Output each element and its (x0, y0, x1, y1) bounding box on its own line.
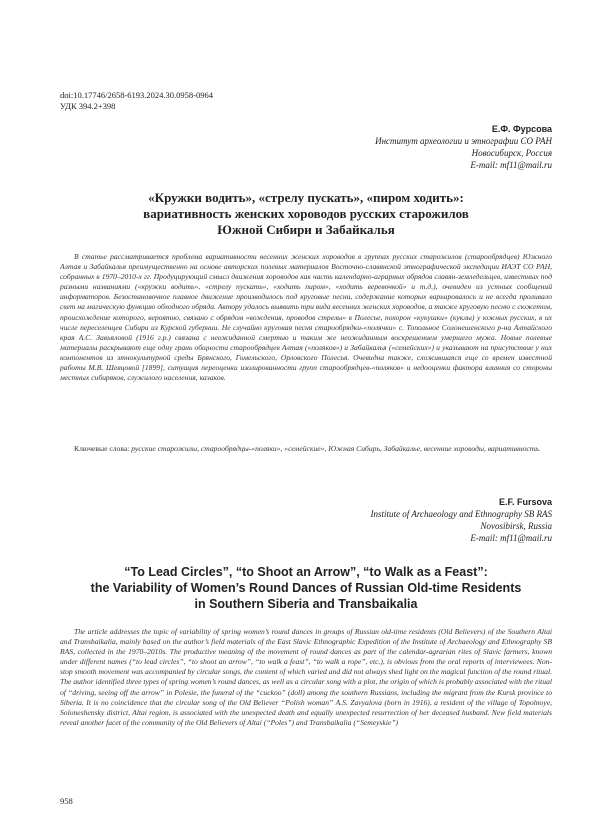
affiliation-en: Institute of Archaeology and Ethnography SB RAS (370, 509, 552, 519)
email-ru[interactable]: E-mail: mf11@mail.ru (470, 160, 552, 170)
abstract-ru: В статье рассматривается проблема вариативности весенних женских хороводов в группах русских старожилов (старообрядцев) Южного Алтая и Забайкалья преимущественно на основе авторских полевых материалов Восточно-славянской этнографической экспедиции ИАЭТ СО РАН, собранных в 1970–2010-х гг. Продуцирующий смысл движения хороводов как часть календарно-аграрных обрядов славян-земледельцев, известных под разными названиями («кружки водить», «стрелу пускать», «ходить пиром», «ходить веревочкой» и т.д.), очевиден из устных сообщений информаторов. Безостановочное плавное движение производилось под круговые песни, содержание которых варьировалось и не всегда проливало свет на магическую функцию обходного обряда. Автору удалось выявить три вида весенних женских хороводов, а также круговую песню с сюжетом, происхождение которого, вероятно, связано с обрядом «вождения, проводов стрелы» в Полесье, похорон «кукушки» (куклы) у южных русских, в их числе переселенцев Сибири из Курской губернии. Не случайно круговая песня старообрядки-«полячки» с. Топольное Солонешенского р-на Алтайского края А.С. Завьяловой (1916 г.р.) связана с неожиданной смертью и таким же неожиданным воскрешением умершего мужа. Новые полевые материалы раскрывают еще одну грань общности старообрядцев Алтая («поляков») и Забайкалья («семейских») и указывают на присутствие у них компонентов из этнокультурной среды Брянского, Гомельского, Орловского Полесья. Очевидна также, сложившаяся еще со времен известной работы М.В. Шевцовой [1899], ситуация переоценки изолированности групп старообрядцев-«поляков» и недооценки фактора влияния со стороны местных сибиряков, служилого населения, казаков. (60, 252, 552, 383)
article-title-ru (60, 190, 552, 238)
title-ru-line-1: «Кружки водить», «стрелу пускать», «пиром ходить»: (148, 190, 464, 205)
article-title-en (60, 564, 552, 612)
city-en: Novosibirsk, Russia (480, 521, 552, 531)
page-number: 958 (60, 796, 73, 806)
title-en-line-3: in Southern Siberia and Transbaikalia (194, 597, 418, 611)
udk: УДК 394.2+398 (60, 101, 116, 111)
abstract-en: The article addresses the topic of variability of spring women’s round dances in groups of Russian old-time residents (Old Believers) of the Southern Altai and Transbaikalia, mainly based on the author’s field materials of the East Slavic Ethnographic Expedition of the Institute of Archaeology and Ethnography SB RAS, collected in the 1970–2010s. The productive meaning of the movement of round dances as part of the calendar-agrarian rites of Slavic farmers, known under different names (“to lead circles”, “to shoot an arrow”, “to walk a feast”, “to walk a rope”, etc.), is obvious from the oral reports of interviewees. Non-stop smooth movement was accompanied by circular songs, the content of which varied and did not always shed light on the magical function of the round ritual. The author identified three types of spring women’s round dances, as well as a circular song with a plot, the origin of which is probably associated with the ritual of “driving, seeing off the arrow” in Polesie, the funeral of the “cuckoo” (doll) among the southern Russians, including the migrant from the Kursk province to Siberia. It is no coincidence that the circular song of the Old Believer “Polish woman” A.S. Zavyalova (born in 1916), a resident of the village of Topolnoye, Soloneshensky district, Altai region, is associated with the unexpected death and equally unexpected resurrection of her deceased husband. New field materials reveal another facet of the community of the Old Believers of Altai (“Poles”) and Transbaikalia (“Semeyskie”) (60, 627, 552, 727)
title-en-line-1: “To Lead Circles”, “to Shoot an Arrow”, “to Walk as a Feast”: (124, 565, 488, 579)
affiliation-ru: Институт археологии и этнографии СО РАН (375, 136, 552, 146)
doi[interactable]: doi:10.17746/2658-6193.2024.30.0958-0964 (60, 90, 213, 100)
email-en[interactable]: E-mail: mf11@mail.ru (470, 533, 552, 543)
title-ru-line-2: вариативность женских хороводов русских старожилов (143, 206, 469, 221)
keywords-ru (60, 444, 552, 454)
author-block-ru (375, 123, 552, 171)
title-ru-line-3: Южной Сибири и Забайкалья (217, 222, 395, 237)
author-name-en: E.F. Fursova (498, 497, 552, 507)
title-en-line-2: the Variability of Women’s Round Dances of Russian Old-time Residents (90, 581, 522, 595)
keywords-text: русские старожилы, старообрядцы-«поляки», «семейские», Южная Сибирь, Забайкалье, весенние хороводы, вариативность. (131, 444, 541, 453)
keywords-label: Ключевые слова: (74, 444, 130, 453)
author-name-ru: Е.Ф. Фурсова (491, 124, 552, 134)
city-ru: Новосибирск, Россия (471, 148, 552, 158)
author-block-en (371, 496, 552, 544)
